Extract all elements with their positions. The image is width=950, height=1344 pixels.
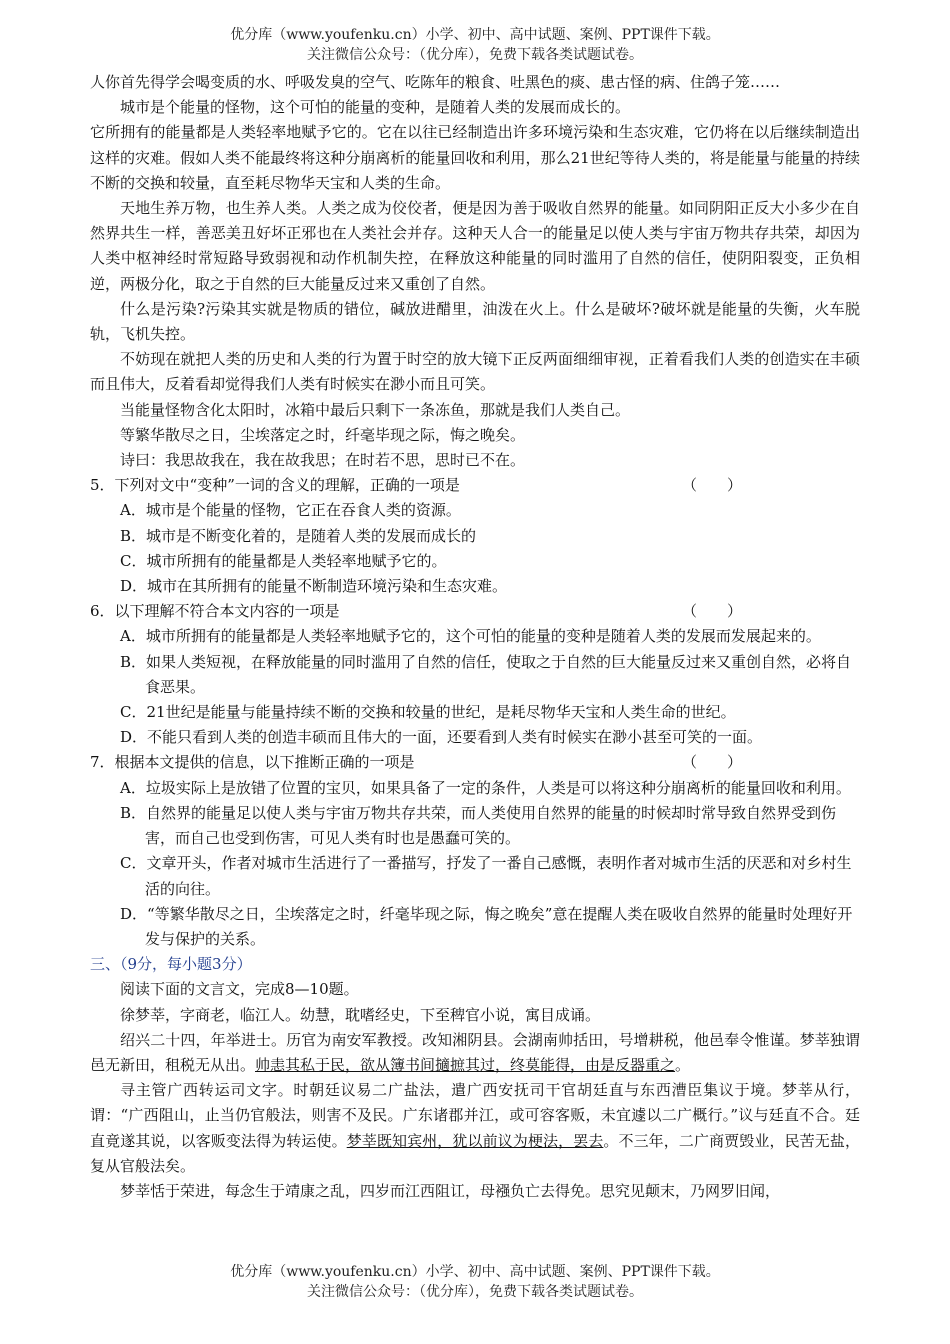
passage-paragraph: 人你首先得学会喝变质的水、呼吸发臭的空气、吃陈年的粮食、吐黑色的痰、患古怪的病、住鸽子笼…… [90, 73, 781, 91]
question-7-stem: 7．根据本文提供的信息，以下推断正确的一项是 （ ） [90, 750, 860, 775]
classical-paragraph: 寻主管广西转运司文字。时朝廷议易二广盐法，遣广西安抚司干官胡廷直与东西漕臣集议于境。梦莘从行，谓：“广西阻山，止当仍官般法，则害不及民。广东诸郡并江，或可容客贩，未宜遽以二广概行。”议与廷直不合。廷直竟遂其说，以客贩变法得为转运使。梦莘既知宾州，犹以前议为梗法，罢去。不三年，二广商贾毁业，民苦无盐，复从官般法矣。 [90, 1081, 860, 1175]
question-6-option-c[interactable]: C．21世纪是能量与能量持续不断的交换和较量的世纪，是耗尽物华天宝和人类生命的世纪。 [120, 703, 736, 722]
question-7-option-b[interactable]: B．自然界的能量足以使人类与宇宙万物共存共荣，而人类使用自然界的能量的时候却时常导致自然界受到伤害，而自己也受到伤害，可见人类有时也是愚蠢可笑的。 [120, 803, 837, 848]
passage-paragraph: 等繁华散尽之日，尘埃落定之时，纤毫毕现之际，悔之晚矣。 [120, 425, 526, 444]
question-7-option-c[interactable]: C．文章开头，作者对城市生活进行了一番描写，抒发了一番自己感慨，表明作者对城市生活的厌恶和对乡村生活的向往。 [120, 854, 852, 898]
passage-paragraph: 天地生养万物，也生养人类。人类之成为佼佼者，便是因为善于吸收自然界的能量。如同阴阳正反大小多少在自然界共生一样，善恶美丑好坏正邪也在人类社会并存。这种天人合一的能量足以使人类与宇宙万物共存共荣，却因为人类中枢神经时常短路导致弱视和动作机制失控，在释放这种能量的同时滥用了自然的信任，使阴阳裂变，正负相逆，两极分化，取之于自然的巨大能量反过来又重创了自然。 [90, 199, 860, 293]
header-line-1: 优分库（www.youfenku.cn）小学、初中、高中试题、案例、PPT课件下载。 [230, 27, 720, 43]
answer-bracket[interactable]: （ ） [681, 476, 742, 495]
document-body [90, 70, 860, 1204]
passage-paragraph: 诗曰：我思故我在，我在故我思；在时若不思，思时已不在。 [120, 451, 526, 470]
section-3-intro: 阅读下面的文言文，完成8—10题。 [120, 980, 359, 999]
passage-paragraph: 什么是污染?污染其实就是物质的错位，碱放进醋里，油泼在火上。什么是破坏?破坏就是能量的失衡，火车脱轨，飞机失控。 [90, 299, 860, 344]
question-5-option-c[interactable]: C．城市所拥有的能量都是人类轻率地赋予它的。 [120, 551, 447, 570]
passage-paragraph: 当能量怪物含化太阳时，冰箱中最后只剩下一条冻鱼，那就是我们人类自己。 [120, 400, 631, 419]
classical-paragraph: 徐梦莘，字商老，临江人。幼慧，耽嗜经史，下至稗官小说，寓目成诵。 [120, 1005, 601, 1024]
classical-paragraph: 绍兴二十四，年举进士。历官为南安军教授。改知湘阴县。会湖南帅括田，号增耕税，他邑奉令惟谨。梦莘独谓邑无新田，租税无从出。帅恚其私于民，欲从簿书间擿摭其过，终莫能得，由是反器重之。 [90, 1030, 860, 1074]
answer-bracket[interactable]: （ ） [681, 602, 742, 621]
question-7-option-d[interactable]: D．“等繁华散尽之日，尘埃落定之时，纤毫毕现之际，悔之晚矣”意在提醒人类在吸收自然界的能量时处理好开发与保护的关系。 [120, 904, 853, 948]
question-6-option-d[interactable]: D．不能只看到人类的创造丰硕而且伟大的一面，还要看到人类有时候实在渺小甚至可笑的一面。 [120, 728, 763, 747]
question-5-option-a[interactable]: A．城市是个能量的怪物，它正在吞食人类的资源。 [120, 501, 461, 520]
question-6-option-a[interactable]: A．城市所拥有的能量都是人类轻率地赋予它的，这个可怕的能量的变种是随着人类的发展而发展起来的。 [120, 627, 821, 646]
answer-bracket[interactable]: （ ） [681, 753, 742, 772]
classical-paragraph: 梦莘恬于荣进，每念生于靖康之乱，四岁而江西阻讧，母襁负亡去得免。思究见颠末，乃网罗旧闻， [120, 1181, 781, 1200]
passage-paragraph: 城市是个能量的怪物，这个可怕的能量的变种，是随着人类的发展而成长的。 [120, 98, 631, 117]
question-6-stem: 6．以下理解不符合本文内容的一项是 （ ） [90, 599, 860, 624]
footer-line-1: 优分库（www.youfenku.cn）小学、初中、高中试题、案例、PPT课件下载。 [230, 1264, 720, 1280]
footer-line-2: 关注微信公众号：（优分库），免费下载各类试题试卷。 [307, 1284, 643, 1300]
question-5-option-b[interactable]: B．城市是不断变化着的，是随着人类的发展而成长的 [120, 526, 477, 545]
question-7-option-a[interactable]: A．垃圾实际上是放错了位置的宝贝，如果具备了一定的条件，人类是可以将这种分崩离析的能量回收和利用。 [120, 778, 851, 797]
question-5-stem: 5．下列对文中“变种”一词的含义的理解，正确的一项是 （ ） [90, 473, 860, 498]
section-3-title: 三、（9分，每小题3分） [90, 955, 252, 974]
header-line-2: 关注微信公众号：（优分库），免费下载各类试题试卷。 [307, 47, 643, 63]
question-6-option-b[interactable]: B．如果人类短视，在释放能量的同时滥用了自然的信任，使取之于自然的巨大能量反过来又重创自然，必将自食恶果。 [120, 652, 852, 696]
underlined-sentence: 帅恚其私于民，欲从簿书间擿摭其过，终莫能得，由是反器重之 [255, 1055, 676, 1074]
passage-paragraph: 它所拥有的能量都是人类轻率地赋予它的。它在以往已经制造出许多环境污染和生态灾难，它仍将在以后继续制造出这样的灾难。假如人类不能最终将这种分崩离析的能量回收和利用，那么21世纪等待人类的，将是能量与能量的持续不断的交换和较量，直至耗尽物华天宝和人类的生命。 [90, 123, 860, 192]
underlined-sentence: 梦莘既知宾州，犹以前议为梗法，罢去 [346, 1131, 604, 1150]
question-5-option-d[interactable]: D．城市在其所拥有的能量不断制造环境污染和生态灾难。 [120, 577, 508, 596]
passage-paragraph: 不妨现在就把人类的历史和人类的行为置于时空的放大镜下正反两面细细审视，正着看我们人类的创造实在丰硕而且伟大，反着看却觉得我们人类有时候实在渺小而且可笑。 [90, 350, 860, 394]
